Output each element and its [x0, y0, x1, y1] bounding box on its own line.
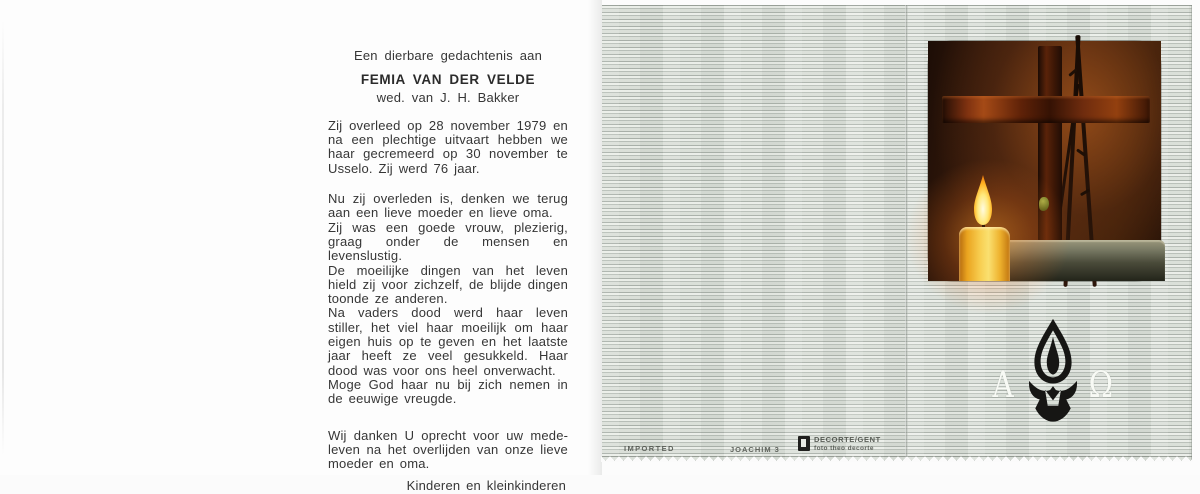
- paragraph-thanks: Wij danken U oprecht voor uw medeleven na het overlijden van onze lieve moeder en oma.: [328, 427, 568, 472]
- deceased-name: FEMIA VAN DER VELDE: [360, 72, 536, 88]
- printer-stamp: [798, 436, 881, 452]
- paragraph-memory: Na vaders dood werd haar leven stiller, het viel haar moeilijk om haar eigen huis op te geven en het laatste jaar heeft ze veel gesukkeld. Haar dood was voor ons heel onverwacht.: [328, 305, 568, 378]
- paragraph-memory: Nu zij overleden is, denken we terug aan een lieve moeder en lieve oma.: [328, 191, 568, 221]
- paragraph-memory: Zij was een goede vrouw, plezierig, graag onder de mensen en levenslustig.: [328, 219, 568, 264]
- printer-logo-icon: [798, 436, 810, 451]
- omega-letter: Ω: [1088, 365, 1114, 406]
- printer-text: [814, 436, 881, 452]
- cover-photo: [928, 41, 1161, 281]
- relation-line: wed. van J. H. Bakker: [376, 89, 520, 105]
- candle-flame-icon: [973, 175, 993, 225]
- page-gutter-shadow: [588, 0, 602, 475]
- printer-subline: foto theo decorte: [814, 444, 874, 452]
- imported-mark: IMPORTED: [624, 444, 675, 453]
- printer-name: DECORTE/GENT: [814, 435, 881, 444]
- alpha-letter: Α: [992, 365, 1014, 406]
- scan-edge-shadow: [2, 20, 4, 455]
- candle: [959, 227, 1010, 281]
- outside-cover: [602, 5, 1192, 462]
- series-mark: JOACHIM 3: [730, 445, 780, 454]
- cross-horizontal-beam: [942, 96, 1150, 123]
- deckle-edge: [601, 456, 1193, 462]
- intro-line: Een dierbare gedachtenis aan: [353, 48, 543, 63]
- signature-line: Kinderen en kleinkinderen: [406, 478, 566, 494]
- flame-candle-icon: [1022, 317, 1084, 427]
- paragraph-memory: Moge God haar nu bij zich nemen in de eeuwige vreugde.: [328, 376, 568, 407]
- paragraph-memory: De moeilijke dingen van het leven hield zij voor zichzelf, de blijde dingen toonde ze anderen.: [328, 262, 568, 307]
- paragraph-death: Zij overleed op 28 november 1979 en na een plechtige uitvaart hebben we haar gecremeerd op 30 november te Usselo. Zij werd 76 jaar.: [328, 117, 568, 176]
- alpha-omega-emblem: [968, 313, 1138, 431]
- remembrance-text: [328, 49, 568, 494]
